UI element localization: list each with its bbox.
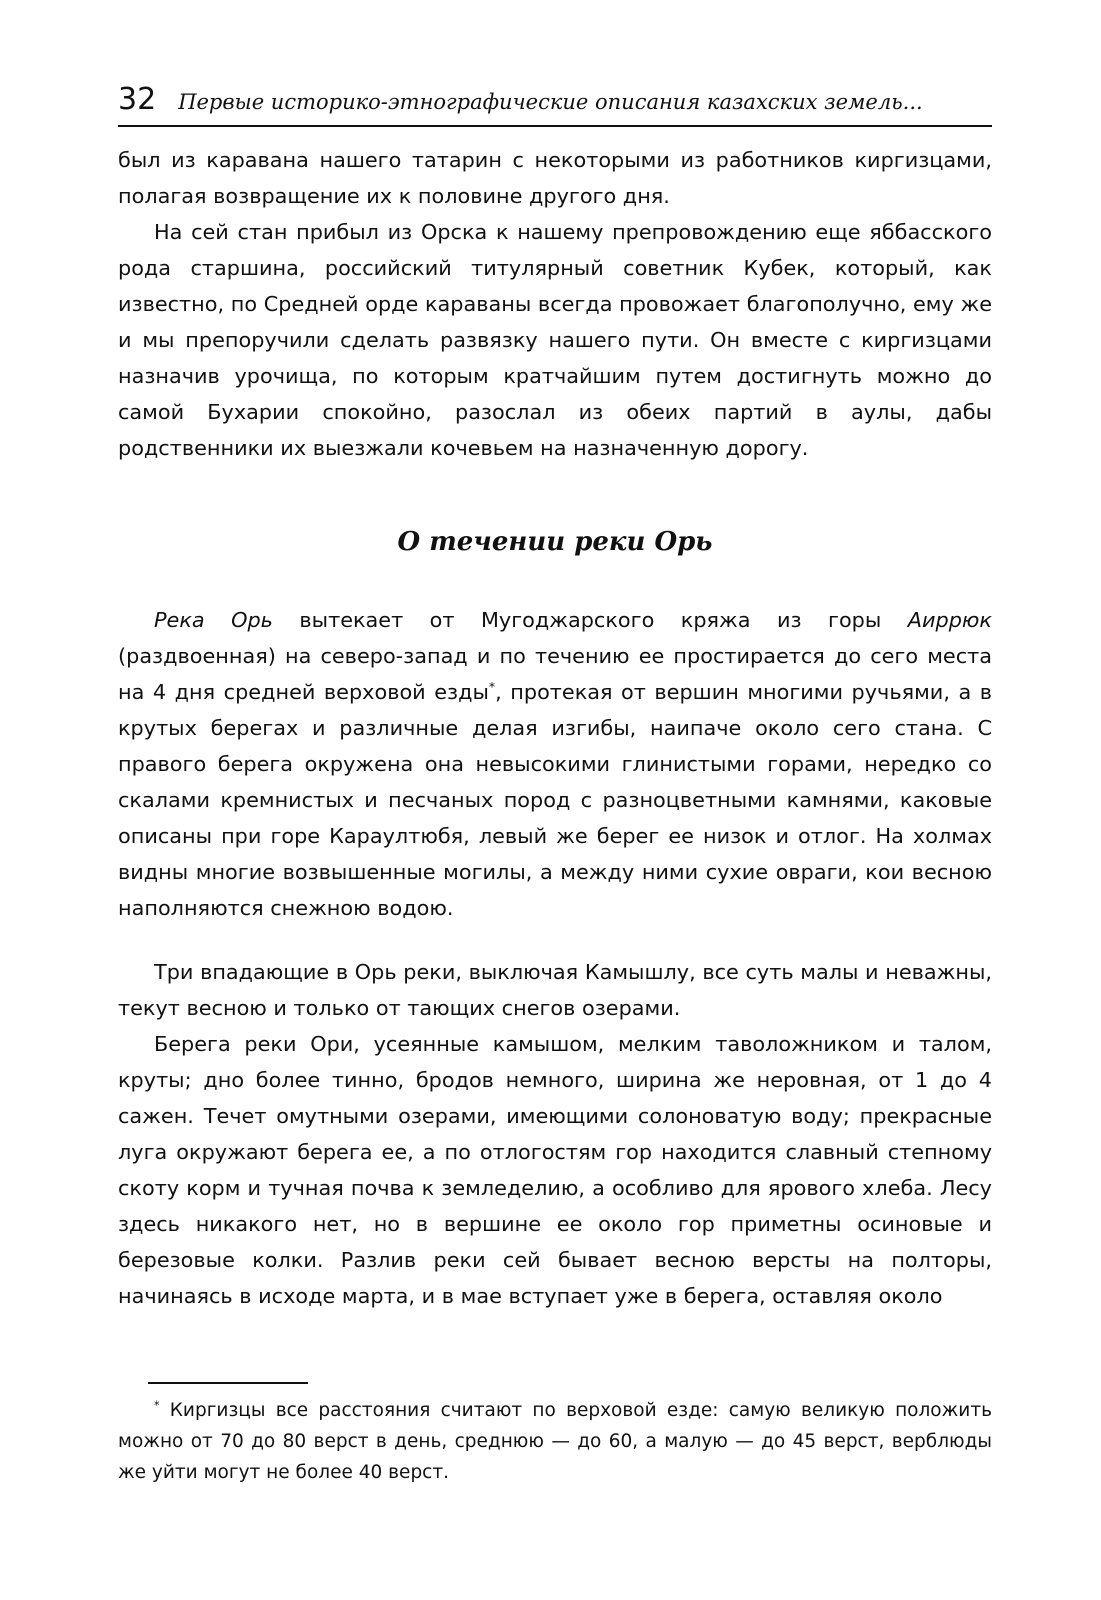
running-title: Первые историко-этнографические описания казахских земель... xyxy=(178,90,923,114)
paragraph-river-source xyxy=(118,602,992,926)
paragraph-tributaries: Три впадающие в Орь реки, выключая Камышлу, все суть малы и неважны, текут весною и только от тающих снегов озерами. xyxy=(118,960,992,1020)
footnote-divider xyxy=(148,1382,308,1384)
paragraph-text: вытекает от Мугоджарского кряжа из горы xyxy=(272,608,908,632)
mountain-name: Аиррюк xyxy=(907,608,992,632)
footnote xyxy=(118,1395,992,1488)
continuation-paragraph: был из каравана нашего татарин с некоторыми из работников киргизцами, полагая возвращение их к половине другого дня. xyxy=(118,148,992,208)
paragraph-text: (раздвоенная) на северо-запад и по течению ее простирается до сего места на 4 дня средней верховой езды xyxy=(118,644,992,704)
section-heading: О течении реки Орь xyxy=(397,527,713,557)
running-head xyxy=(118,82,992,127)
page-number: 32 xyxy=(118,82,157,117)
footnote-reference[interactable]: * xyxy=(488,679,496,695)
paragraph-banks: Берега реки Ори, усеянные камышом, мелким таволожником и талом, круты; дно более тинно, бродов немного, ширина же неровная, от 1 до 4 сажен. Течет омутными озерами, имеющими солоноватую воду; прекрасные луга окружают берега ее, а по отлогостям гор находится славный степному скоту корм и тучная почва к земледелию, а особливо для ярового хлеба. Лесу здесь никакого нет, но в вершине ее около гор приметны осиновые и березовые колки. Разлив реки сей бывает весною версты на полторы, начинаясь в исходе марта, и в мае вступает уже в берега, оставляя около xyxy=(118,1032,992,1308)
footnote-mark: * xyxy=(154,1398,160,1412)
footnote-text: Киргизцы все расстояния считают по верховой езде: самую великую положить можно от 70 до 80 верст в день, среднюю — до 60, а малую — до 45 верст, верблюды же уйти могут не более 40 верст. xyxy=(118,1400,992,1483)
river-name: Река Орь xyxy=(154,608,273,632)
paragraph-arrival: На сей стан прибыл из Орска к нашему препровождению еще яббасского рода старшина, российский титулярный советник Кубек, который, как известно, по Средней орде караваны всегда провожает благополучно, ему же и мы препоручили сделать развязку нашего пути. Он вместе с киргизцами назначив урочища, по которым кратчайшим путем достигнуть можно до самой Бухарии спокойно, разослал из обеих партий в аулы, дабы родственники их выезжали кочевьем на назначенную дорогу. xyxy=(118,220,992,460)
paragraph-text: , протекая от вершин многими ручьями, а в крутых берегах и различные делая изгибы, наипаче около сего стана. С правого берега окружена она невысокими глинистыми горами, нередко со скалами кремнистых и песчаных пород с разноцветными камнями, каковые описаны при горе Караултюбя, левый же берег ее низок и отлог. На холмах видны многие возвышенные могилы, а между ними сухие овраги, кои весною наполняются снежною водою. xyxy=(118,680,993,920)
